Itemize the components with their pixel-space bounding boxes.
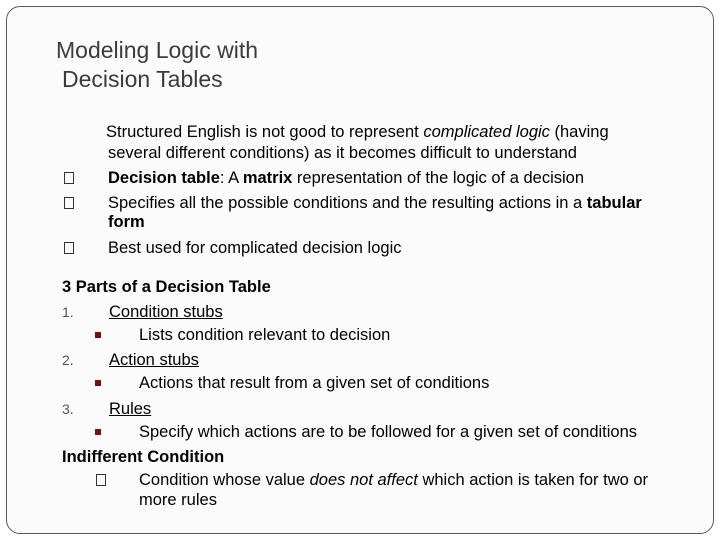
part-rules: Rules <box>109 400 152 418</box>
indifferent-heading-text: Indifferent Condition <box>62 448 225 466</box>
bullet-bold-line-2: form <box>108 213 145 231</box>
bullet-bold-2: matrix <box>242 169 293 187</box>
square-bullet-icon <box>95 429 101 435</box>
indifferent-description <box>139 470 648 491</box>
indifferent-line-2: more rules <box>139 491 217 509</box>
checkbox-bullet-icon <box>64 172 74 184</box>
bullet-bold: tabular <box>586 194 642 212</box>
part-sub-text: Lists condition relevant to decision <box>139 326 391 344</box>
checkbox-bullet-icon <box>64 242 74 254</box>
intro-paragraph <box>106 122 686 164</box>
bullet-text: Specifies all the possible conditions and the resulting actions in a <box>108 194 587 212</box>
title-line-2: Decision Tables <box>62 66 223 92</box>
intro-emphasis: complicated logic <box>423 123 550 141</box>
part-sub-text: Actions that result from a given set of conditions <box>139 374 490 392</box>
bullet-text: Best used for complicated decision logic <box>108 239 402 257</box>
indifferent-text-2: which action is taken for two or <box>417 471 649 489</box>
bullet-text-2: representation of the logic of a decision <box>292 169 585 187</box>
list-number: 1. <box>62 304 74 320</box>
parts-heading <box>62 277 271 298</box>
bullet-specifies-line-2 <box>108 212 145 233</box>
intro-text: Structured English is not good to represent <box>106 123 424 141</box>
bullet-bold: Decision table <box>108 169 220 187</box>
indifferent-heading <box>62 447 224 468</box>
list-number: 3. <box>62 401 74 417</box>
bullet-specifies <box>108 193 642 214</box>
bullet-best-used <box>108 238 402 259</box>
bullet-decision-table <box>108 168 584 189</box>
part-action-stubs: Action stubs <box>109 351 199 369</box>
intro-text-rest: (having <box>549 123 609 141</box>
intro-line-2: several different conditions) as it becomes difficult to understand <box>108 144 577 162</box>
slide-title <box>56 36 258 94</box>
square-bullet-icon <box>95 380 101 386</box>
part-condition-stubs: Condition stubs <box>109 303 223 321</box>
checkbox-bullet-icon <box>64 197 74 209</box>
indifferent-emphasis: does not affect <box>309 471 418 489</box>
indifferent-text: Condition whose value <box>139 471 310 489</box>
title-line-1: Modeling Logic with <box>56 37 259 63</box>
part-sub-text: Specify which actions are to be followed for a given set of conditions <box>139 423 638 441</box>
parts-heading-text: 3 Parts of a Decision Table <box>62 278 271 296</box>
list-number: 2. <box>62 352 74 368</box>
checkbox-bullet-icon <box>96 474 106 486</box>
square-bullet-icon <box>95 332 101 338</box>
bullet-text: : A <box>219 169 243 187</box>
